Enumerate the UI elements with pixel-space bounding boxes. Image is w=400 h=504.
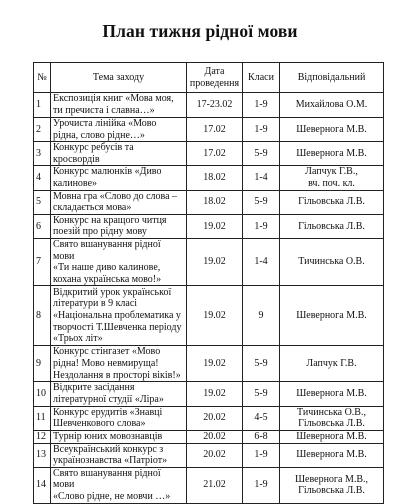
row-number: 13	[34, 443, 51, 467]
event-title	[51, 430, 187, 443]
table-row	[34, 443, 384, 467]
table-row	[34, 346, 384, 382]
event-title-line: Нездолання в просторі віків!»	[53, 369, 181, 381]
table-row	[34, 166, 384, 190]
event-title-line: творчості Т.Шевченка періоду	[53, 321, 182, 333]
event-title-line: Конкурс стінгазет «Мово	[53, 346, 161, 358]
responsible-line: Шевернога М.В.	[296, 430, 367, 442]
responsible-line: вч. поч. кл.	[308, 177, 355, 189]
event-date: 18.02	[187, 166, 243, 190]
event-classes: 5-9	[243, 190, 280, 214]
event-date: 18.02	[187, 190, 243, 214]
event-date: 19.02	[187, 382, 243, 406]
event-title-line: кросвордів	[53, 153, 100, 165]
event-title-line: Мовна гра «Слово до слова –	[53, 190, 178, 202]
row-number: 14	[34, 467, 51, 503]
responsible-line: Шевернога М.В.,	[294, 473, 369, 485]
table-row	[34, 406, 384, 430]
table-header-row	[34, 63, 384, 93]
row-number: 10	[34, 382, 51, 406]
event-classes: 1-4	[243, 238, 280, 285]
responsible-line: Лапчук Г.В.	[306, 358, 357, 370]
event-classes: 1-4	[243, 166, 280, 190]
event-date: 17.02	[187, 142, 243, 166]
event-title	[51, 286, 187, 346]
event-classes: 4-5	[243, 406, 280, 430]
event-title	[51, 93, 187, 118]
event-title-line: складається мова»	[53, 202, 132, 214]
responsible-line: Шевернога М.В.	[296, 147, 367, 159]
event-responsible	[280, 238, 384, 285]
responsible-line: Шевернога М.В.	[296, 310, 367, 322]
event-classes: 1-9	[243, 443, 280, 467]
row-number: 11	[34, 406, 51, 430]
event-date: 20.02	[187, 430, 243, 443]
event-title	[51, 142, 187, 166]
responsible-line: Гільовська Л.В.	[298, 220, 365, 232]
row-number: 2	[34, 118, 51, 142]
event-title-line: «Трьох літ»	[53, 333, 103, 345]
event-title-line: рідна! Мово невмируща!	[53, 358, 159, 370]
event-responsible	[280, 142, 384, 166]
event-title-line: літературної студії «Ліра»	[53, 393, 164, 405]
row-number: 1	[34, 93, 51, 118]
table-row	[34, 118, 384, 142]
event-title	[51, 238, 187, 285]
event-responsible	[280, 406, 384, 430]
event-title	[51, 382, 187, 406]
row-number: 6	[34, 214, 51, 238]
header-date: Дата проведення	[187, 63, 243, 93]
event-responsible	[280, 190, 384, 214]
event-title-line: Експозиція книг «Мова моя,	[53, 93, 174, 105]
event-title	[51, 443, 187, 467]
event-title	[51, 214, 187, 238]
event-date: 19.02	[187, 286, 243, 346]
row-number: 3	[34, 142, 51, 166]
event-title-line: літератури в 9 класі	[53, 298, 138, 310]
responsible-line: Шевернога М.В.	[296, 123, 367, 135]
row-number: 9	[34, 346, 51, 382]
event-responsible	[280, 93, 384, 118]
event-title-line: Відкритий урок української	[53, 286, 172, 298]
event-responsible	[280, 346, 384, 382]
event-title	[51, 406, 187, 430]
table-row	[34, 238, 384, 285]
event-classes: 5-9	[243, 142, 280, 166]
table-row	[34, 142, 384, 166]
event-date: 21.02	[187, 467, 243, 503]
event-title	[51, 118, 187, 142]
event-date: 17-23.02	[187, 93, 243, 118]
table-row	[34, 430, 384, 443]
header-classes: Класи	[243, 63, 280, 93]
event-date: 20.02	[187, 443, 243, 467]
event-title-line: Відкрите засідання	[53, 382, 135, 394]
header-responsible: Відповідальний	[280, 63, 384, 93]
header-event: Тема заходу	[51, 63, 187, 93]
responsible-line: Гільовська Л.В.	[298, 485, 365, 497]
header-num: №	[34, 63, 51, 93]
responsible-line: Гільовська Л.В.	[298, 418, 365, 430]
event-classes: 1-9	[243, 467, 280, 503]
table-row	[34, 286, 384, 346]
table-row	[34, 467, 384, 503]
event-title-line: Урочиста лінійка «Мово	[53, 118, 157, 129]
event-responsible	[280, 467, 384, 503]
responsible-line: Тичинська О.В.	[298, 256, 365, 268]
responsible-line: Шевернога М.В.	[296, 449, 367, 461]
event-title-line: Свято вшанування рідної мови	[53, 467, 161, 491]
event-title-line: Конкурс ребусів та	[53, 142, 134, 154]
event-classes: 9	[243, 286, 280, 346]
event-title-line: Конкурс малюнків «Диво	[53, 166, 162, 178]
event-classes: 5-9	[243, 346, 280, 382]
event-responsible	[280, 430, 384, 443]
event-date: 19.02	[187, 238, 243, 285]
event-responsible	[280, 214, 384, 238]
event-title-line: Конкурс на кращого читця	[53, 214, 167, 226]
event-responsible	[280, 166, 384, 190]
event-title-line: «Слово рідне, не мовчи …»	[53, 491, 171, 503]
event-classes: 1-9	[243, 93, 280, 118]
row-number: 7	[34, 238, 51, 285]
responsible-line: Шевернога М.В.	[296, 388, 367, 400]
event-responsible	[280, 118, 384, 142]
event-title-line: Всеукраїнський конкурс з	[53, 443, 164, 455]
event-title-line: калинове»	[53, 177, 98, 189]
table-row	[34, 190, 384, 214]
page-title: План тижня рідної мови	[102, 21, 298, 41]
row-number: 12	[34, 430, 51, 443]
event-classes: 1-9	[243, 118, 280, 142]
event-classes: 6-8	[243, 430, 280, 443]
responsible-line: Тичинська О.В.,	[297, 406, 366, 418]
event-classes: 5-9	[243, 382, 280, 406]
event-title-line: Турнір юних мовознавців	[53, 430, 163, 442]
event-title-line: поезій про рідну мову	[53, 226, 147, 238]
table-row	[34, 93, 384, 118]
event-title	[51, 346, 187, 382]
table-row	[34, 382, 384, 406]
event-responsible	[280, 443, 384, 467]
event-responsible	[280, 382, 384, 406]
event-classes: 1-9	[243, 214, 280, 238]
row-number: 5	[34, 190, 51, 214]
event-title	[51, 467, 187, 503]
event-title-line: Свято вшанування рідної мови	[53, 238, 161, 262]
responsible-line: Лапчук Г.В.,	[305, 166, 358, 178]
event-title-line: Шевченкового слова»	[53, 418, 146, 430]
event-title-line: українознавства «Патріот»	[53, 455, 168, 467]
event-responsible	[280, 286, 384, 346]
event-title	[51, 190, 187, 214]
event-date: 17.02	[187, 118, 243, 142]
row-number: 8	[34, 286, 51, 346]
event-title-line: «Національна проблематика у	[53, 310, 181, 322]
responsible-line: Михайлова О.М.	[295, 99, 368, 111]
event-title-line: рідна, слово рідне…»	[53, 129, 145, 141]
event-date: 20.02	[187, 406, 243, 430]
event-date: 19.02	[187, 214, 243, 238]
row-number: 4	[34, 166, 51, 190]
table-row	[34, 214, 384, 238]
event-title	[51, 166, 187, 190]
event-title-line: кохана українська мово!»	[53, 273, 162, 285]
responsible-line: Гільовська Л.В.	[298, 196, 365, 208]
events-table	[33, 62, 384, 504]
event-date: 19.02	[187, 346, 243, 382]
event-title-line: ти пречиста і славна…»	[53, 105, 155, 116]
event-title-line: Конкурс ерудитів «Знавці	[53, 406, 163, 418]
event-title-line: «Ти наше диво калинове,	[53, 262, 161, 274]
